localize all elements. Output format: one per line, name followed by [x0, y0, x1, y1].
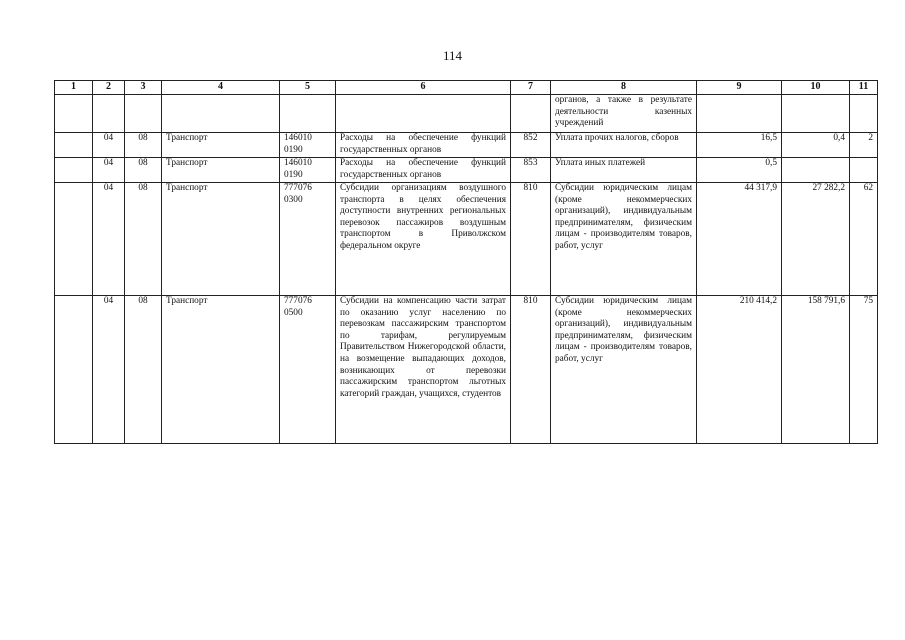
- cell-expense-type: [511, 95, 551, 133]
- col-header-2: 2: [93, 81, 125, 95]
- cell-expense-name: Уплата иных платежей: [551, 158, 697, 183]
- cell-expense-type: 853: [511, 158, 551, 183]
- table-row: [55, 183, 878, 296]
- cell-subsection: 08: [125, 133, 162, 158]
- col-header-7: 7: [511, 81, 551, 95]
- cell-expense-name: Уплата прочих налогов, сборов: [551, 133, 697, 158]
- page-number: 114: [442, 48, 463, 63]
- cell-article-name: Расходы на обеспечение функций государственных органов: [336, 158, 511, 183]
- cell-section: 04: [93, 158, 125, 183]
- cell-plan: 0,5: [697, 158, 782, 183]
- col-header-8: 8: [551, 81, 697, 95]
- col-header-6: 6: [336, 81, 511, 95]
- cell-actual: 0,4: [782, 133, 850, 158]
- cell-subsection: [125, 95, 162, 133]
- cell-name: Транспорт: [162, 183, 280, 296]
- cell-percent: 62: [850, 183, 878, 296]
- header-row: [55, 81, 878, 95]
- table-row: [55, 158, 878, 183]
- col-header-3: 3: [125, 81, 162, 95]
- cell-expense-type: 852: [511, 133, 551, 158]
- col-header-11: 11: [850, 81, 878, 95]
- col-header-4: 4: [162, 81, 280, 95]
- cell-subsection: 08: [125, 158, 162, 183]
- cell-target-article: 146010 0190: [280, 133, 336, 158]
- cell-name: [162, 95, 280, 133]
- cell-row-number: [55, 95, 93, 133]
- cell-plan: 44 317,9: [697, 183, 782, 296]
- cell-section: 04: [93, 183, 125, 296]
- col-header-10: 10: [782, 81, 850, 95]
- budget-table: [54, 80, 878, 444]
- cell-actual: [782, 158, 850, 183]
- cell-article-name: [336, 95, 511, 133]
- col-header-9: 9: [697, 81, 782, 95]
- cell-subsection: 08: [125, 296, 162, 444]
- cell-expense-name: органов, а также в результате деятельности казенных учреждений: [551, 95, 697, 133]
- cell-row-number: [55, 296, 93, 444]
- cell-row-number: [55, 183, 93, 296]
- cell-expense-name: Субсидии юридическим лицам (кроме некоммерческих организаций), индивидуальным предпринимателям, физическим лицам - производителям товаров, работ, услуг: [551, 296, 697, 444]
- cell-row-number: [55, 158, 93, 183]
- cell-expense-type: 810: [511, 183, 551, 296]
- cell-target-article: [280, 95, 336, 133]
- cell-target-article: 777076 0500: [280, 296, 336, 444]
- table-row: [55, 95, 878, 133]
- table-row: [55, 296, 878, 444]
- cell-expense-name: Субсидии юридическим лицам (кроме некоммерческих организаций), индивидуальным предпринимателям, физическим лицам - производителям товаров, работ, услуг: [551, 183, 697, 296]
- cell-actual: 27 282,2: [782, 183, 850, 296]
- cell-name: Транспорт: [162, 296, 280, 444]
- cell-section: 04: [93, 133, 125, 158]
- table-row: [55, 133, 878, 158]
- cell-article-name: Субсидии на компенсацию части затрат по оказанию услуг населению по перевозкам пассажирским транспортом по тарифам, регулируемым Правительством Нижегородской области, на возмещение выпадающих доходов, возникающих от перевозки пассажирским транспортом льготных категорий граждан, учащихся, студентов: [336, 296, 511, 444]
- cell-article-name: Субсидии организациям воздушного транспорта в целях обеспечения доступности внутренних региональных перевозок пассажиров воздушным транспортом в Приволжском федеральном округе: [336, 183, 511, 296]
- cell-plan: 16,5: [697, 133, 782, 158]
- cell-expense-type: 810: [511, 296, 551, 444]
- cell-row-number: [55, 133, 93, 158]
- cell-plan: [697, 95, 782, 133]
- cell-target-article: 777076 0300: [280, 183, 336, 296]
- cell-plan: 210 414,2: [697, 296, 782, 444]
- cell-target-article: 146010 0190: [280, 158, 336, 183]
- cell-percent: 75: [850, 296, 878, 444]
- cell-percent: [850, 95, 878, 133]
- cell-name: Транспорт: [162, 133, 280, 158]
- col-header-5: 5: [280, 81, 336, 95]
- cell-article-name: Расходы на обеспечение функций государственных органов: [336, 133, 511, 158]
- cell-actual: 158 791,6: [782, 296, 850, 444]
- cell-name: Транспорт: [162, 158, 280, 183]
- cell-subsection: 08: [125, 183, 162, 296]
- cell-section: 04: [93, 296, 125, 444]
- cell-actual: [782, 95, 850, 133]
- col-header-1: 1: [55, 81, 93, 95]
- cell-percent: [850, 158, 878, 183]
- cell-section: [93, 95, 125, 133]
- cell-percent: 2: [850, 133, 878, 158]
